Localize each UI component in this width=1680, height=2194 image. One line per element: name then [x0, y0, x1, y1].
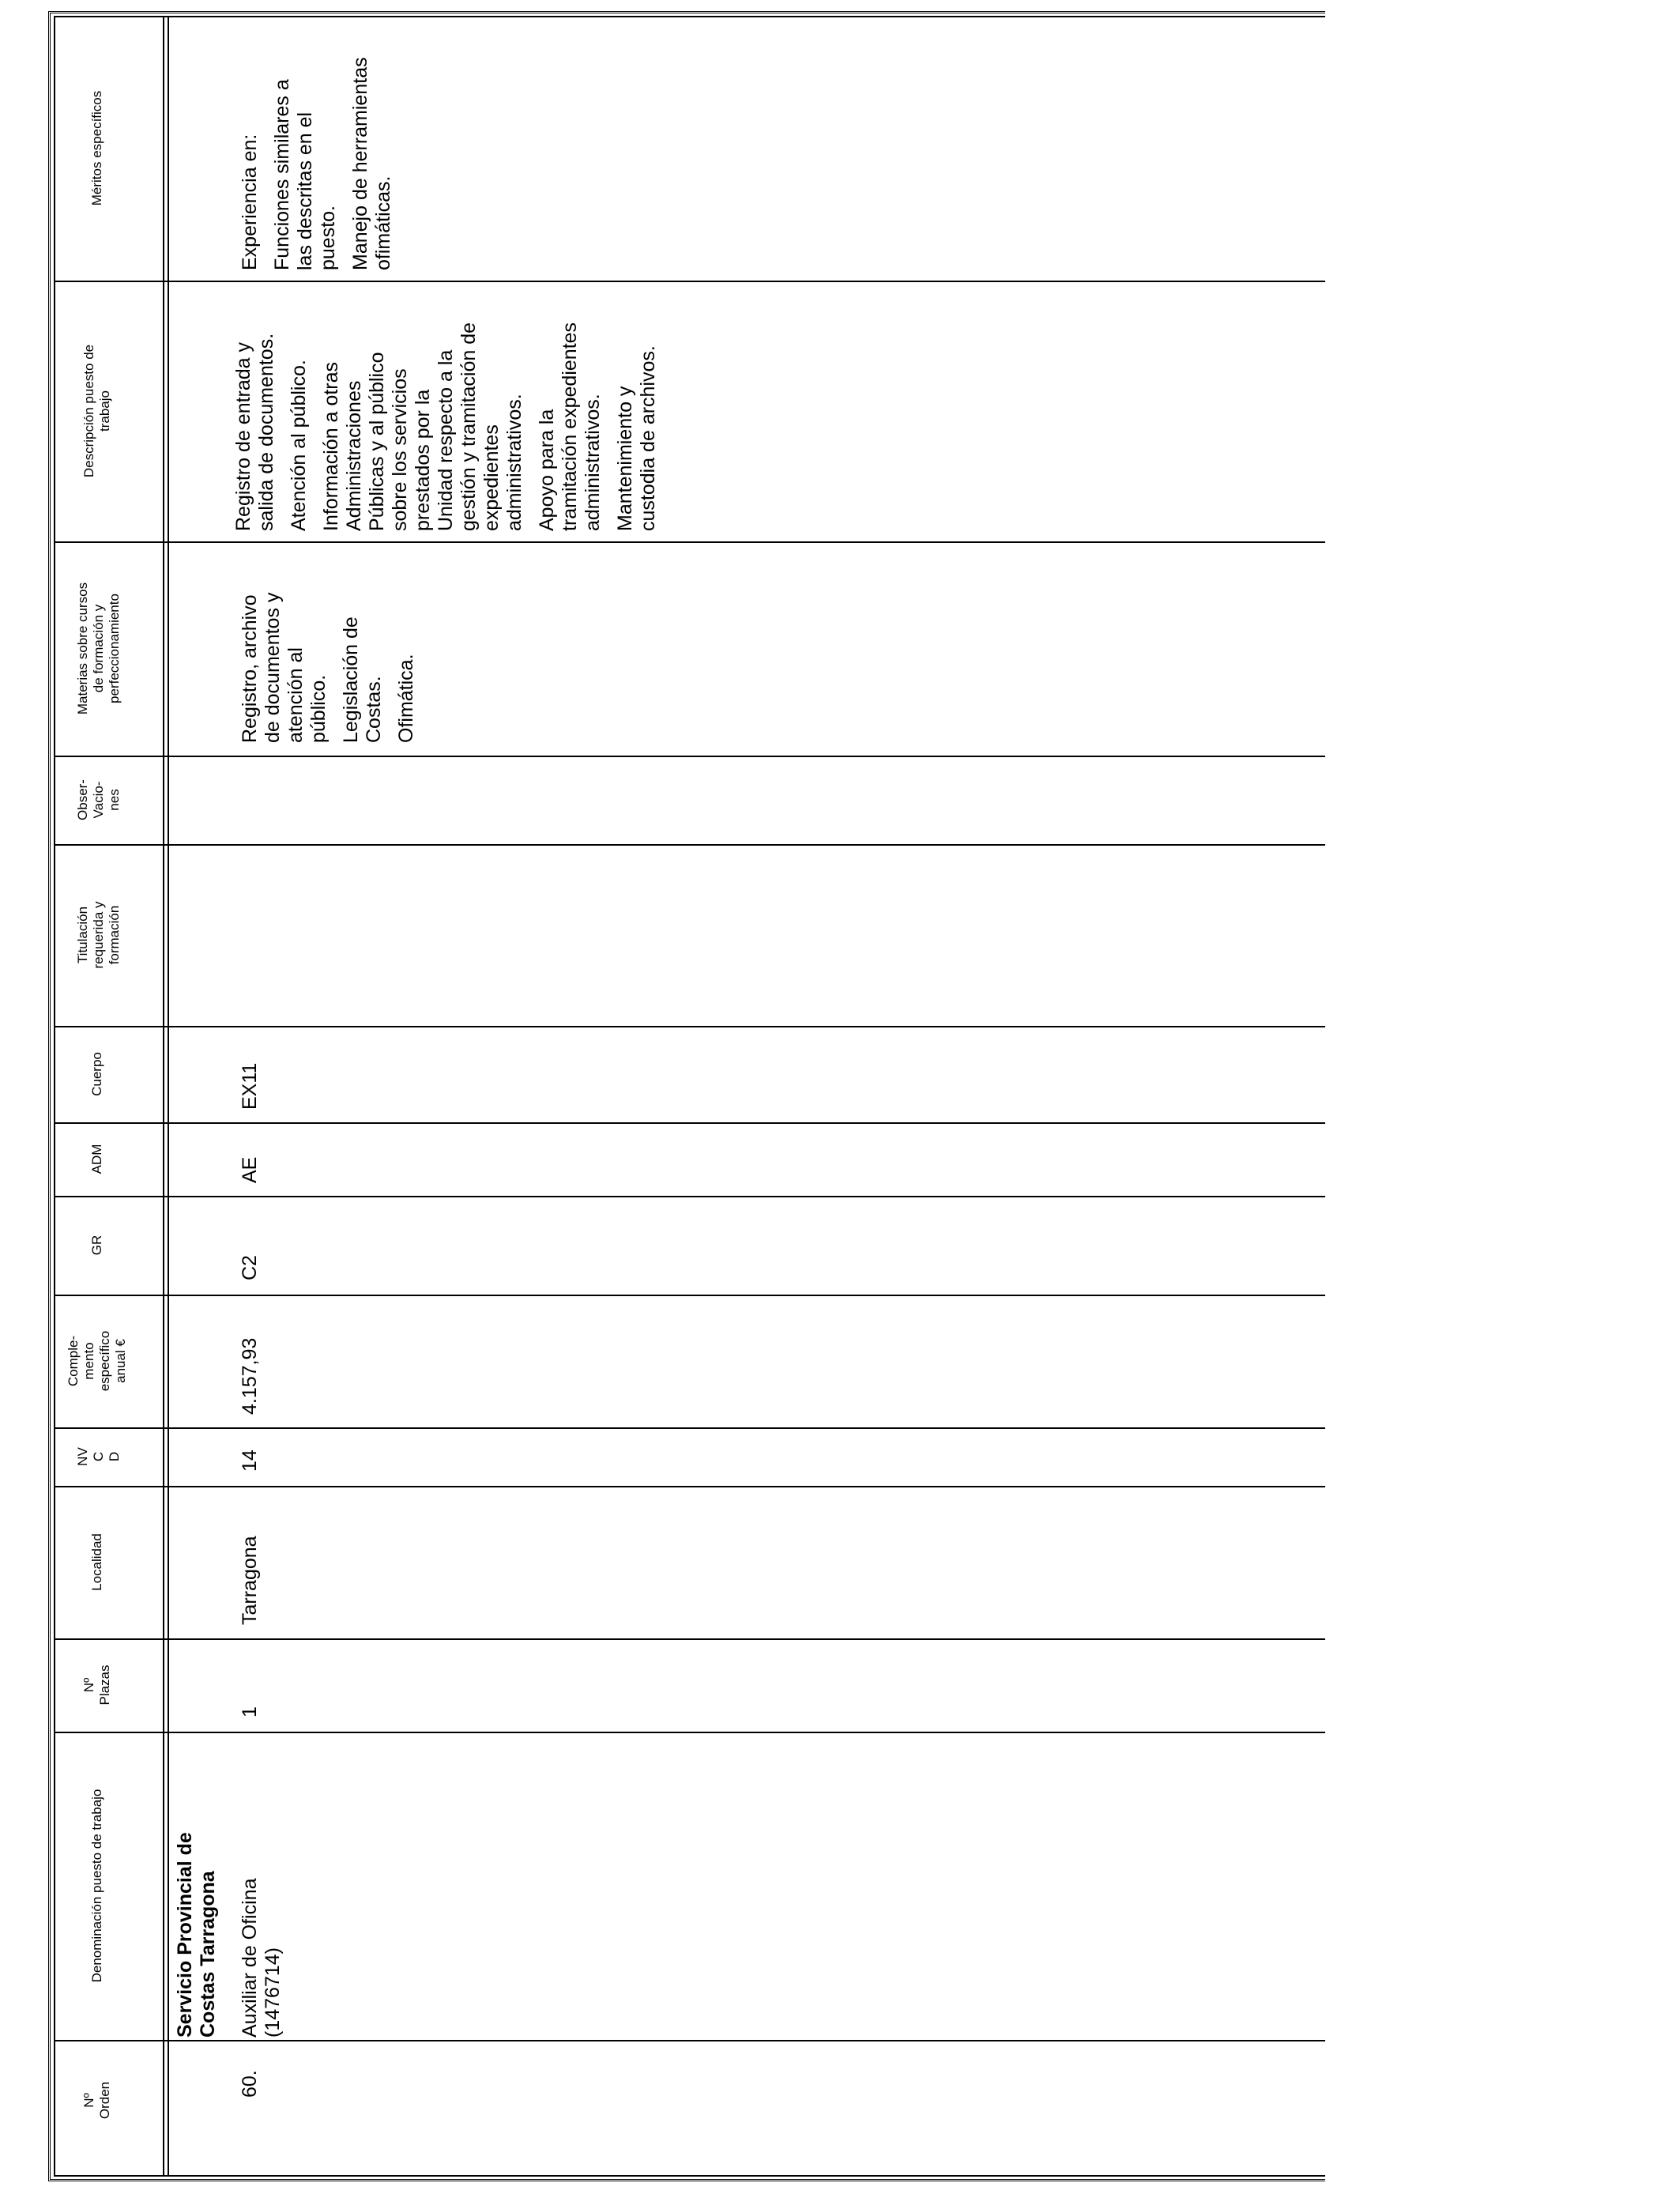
text-line: custodia de archivos.: [637, 345, 659, 531]
text-line: Públicas y al público: [366, 352, 388, 531]
header-gr: [89, 1196, 105, 1295]
header-orden: [81, 2040, 113, 2161]
column-separator: [54, 844, 1325, 846]
text-line: Servicio Provincial de: [174, 1832, 196, 2038]
header-body-separator-2: [168, 16, 169, 2177]
text-line: Vacio-: [91, 781, 106, 819]
row-cuerpo: EX11: [239, 1062, 261, 1110]
paragraph: [614, 322, 660, 531]
text-line: de documentos y: [262, 592, 284, 743]
text-line: salida de documentos.: [255, 333, 277, 531]
text-line: gestión y tramitación de: [458, 322, 480, 531]
text-line: Administraciones: [343, 380, 365, 531]
text-line: ADM: [89, 1144, 104, 1174]
paragraph: [239, 593, 330, 743]
text-line: (1476714): [262, 1947, 284, 2038]
header-descripcion: [81, 281, 113, 541]
paragraph: [232, 322, 278, 531]
text-line: Atención al público.: [288, 360, 310, 531]
row-adm: AE: [239, 1156, 261, 1183]
text-line: Registro, archivo: [239, 594, 261, 743]
row-nvcd: 14: [239, 1449, 261, 1472]
text-line: Funciones similares a: [271, 79, 293, 270]
header-complemento: [66, 1295, 129, 1427]
text-line: prestados por la: [412, 389, 434, 531]
paragraph: [271, 57, 340, 270]
text-line: Materias sobre cursos: [75, 582, 90, 715]
text-line: nes: [107, 789, 122, 811]
text-line: Denominación puesto de trabajo: [89, 1789, 104, 1983]
header-meritos: [89, 16, 105, 281]
text-line: Titulación: [75, 906, 90, 964]
text-line: sobre los servicios: [389, 368, 411, 531]
text-line: Nº: [81, 1677, 96, 1693]
text-line: Orden: [97, 2081, 112, 2120]
column-separator: [54, 2040, 1325, 2041]
text-line: Nº: [81, 2093, 96, 2108]
text-line: Obser-: [75, 779, 90, 820]
text-line: C: [91, 1451, 106, 1462]
text-line: público.: [307, 674, 330, 743]
column-separator: [54, 1196, 1325, 1197]
row-localidad: Tarragona: [239, 1536, 261, 1625]
text-line: NV: [75, 1447, 90, 1466]
paragraph: [239, 57, 262, 270]
text-line: Unidad respecto a la: [435, 349, 457, 531]
text-line: Costas.: [363, 676, 385, 743]
row-materias: [239, 593, 428, 743]
column-separator: [54, 1427, 1325, 1429]
text-line: Experiencia en:: [239, 134, 261, 270]
text-line: Auxiliar de Oficina: [239, 1878, 261, 2038]
text-line: Costas Tarragona: [197, 1871, 219, 2038]
text-line: Comple-: [66, 1335, 81, 1387]
column-separator: [54, 281, 1325, 282]
text-line: atención al: [284, 647, 307, 743]
text-line: Mantenimiento y: [614, 386, 636, 531]
header-plazas: [81, 1638, 113, 1732]
text-line: formación: [107, 905, 122, 965]
header-body-separator: [163, 16, 164, 2177]
text-line: ofimáticas.: [372, 175, 394, 270]
text-line: las descritas en el: [294, 111, 316, 270]
paragraph: [288, 322, 311, 531]
text-line: específico: [97, 1330, 112, 1392]
column-separator: [54, 1026, 1325, 1027]
text-line: Manejo de herramientas: [349, 57, 371, 270]
header-localidad: [89, 1486, 105, 1638]
text-line: requerida y: [91, 901, 106, 969]
text-line: administrativos.: [582, 394, 604, 531]
text-line: Descripción puesto de: [81, 344, 96, 478]
section-title: [174, 1832, 220, 2038]
text-line: GR: [89, 1235, 104, 1256]
text-line: de formación y: [91, 604, 106, 693]
text-line: Registro de entrada y: [232, 341, 254, 531]
text-line: trabajo: [97, 390, 112, 432]
text-line: Legislación de: [340, 616, 362, 743]
text-line: Apoyo para la: [536, 409, 558, 531]
row-orden: 60.: [239, 2070, 261, 2098]
text-line: administrativos.: [503, 394, 525, 531]
text-line: Ofimática.: [395, 654, 417, 743]
header-observaciones: [75, 756, 122, 844]
text-line: Cuerpo: [89, 1052, 104, 1096]
row-descripcion: [232, 322, 669, 531]
column-separator: [54, 756, 1325, 757]
text-line: D: [107, 1451, 122, 1462]
text-line: puesto.: [317, 205, 339, 270]
column-separator: [54, 1122, 1325, 1124]
header-adm: [89, 1122, 105, 1196]
column-separator: [54, 541, 1325, 543]
paragraph: [536, 322, 605, 531]
text-line: mento: [81, 1342, 96, 1380]
header-materias: [75, 541, 122, 756]
paragraph: [340, 593, 386, 743]
header-titulacion: [75, 844, 122, 1026]
header-denominacion: [89, 1732, 105, 2040]
column-separator: [54, 1638, 1325, 1640]
row-plazas: 1: [239, 1706, 261, 1717]
column-separator: [54, 1732, 1325, 1733]
text-line: expedientes: [480, 424, 503, 531]
row-gr: C2: [239, 1255, 261, 1280]
text-line: perfeccionamiento: [107, 594, 122, 703]
row-complemento: 4.157,93: [239, 1337, 261, 1415]
header-cuerpo: [89, 1026, 105, 1122]
text-line: Plazas: [97, 1664, 112, 1706]
row-meritos: [239, 57, 405, 270]
text-line: Localidad: [89, 1533, 104, 1591]
header-nvcd: [75, 1427, 122, 1486]
row-denominacion: [239, 1879, 284, 2038]
column-separator: [54, 1295, 1325, 1296]
text-line: anual €: [113, 1339, 128, 1383]
text-line: tramitación expedientes: [559, 322, 581, 531]
paragraph: [395, 593, 418, 743]
paragraph: [320, 322, 526, 531]
column-separator: [54, 1486, 1325, 1487]
paragraph: [349, 57, 395, 270]
text-line: Información a otras: [320, 362, 342, 531]
text-line: Méritos específicos: [89, 90, 104, 206]
